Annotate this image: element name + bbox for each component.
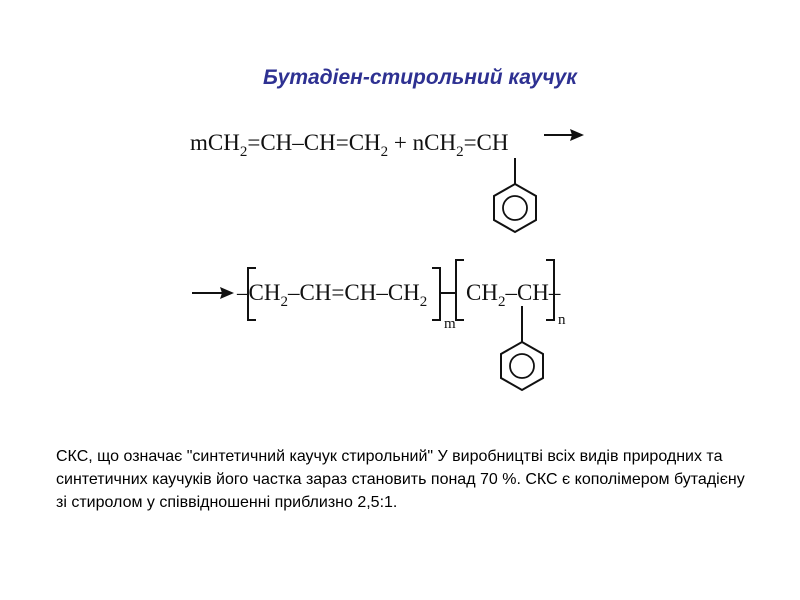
product-equation-m: $-CH_2-CH=CH-CH_2$ xyxy=(237,280,428,310)
slide-description: СКС, що означає "синтетичний каучук стирольний" У виробництві всіх видів природних та синтетичних каучуків його частка зараз становить понад 70 %. СКС є кополімером бутадієну зі стиролом у співвідношенні приблизно 2,5:1. xyxy=(56,448,745,511)
product-equation-n: $CH_2-CH-$ xyxy=(466,280,561,310)
reaction-scheme xyxy=(170,110,600,420)
slide-title: Бутадіен-стирольний каучук xyxy=(263,66,577,89)
reactants-equation: $mCH_2=CH-CH=CH_2 + nCH_2=CH$ xyxy=(190,130,509,160)
benzene-ring-icon xyxy=(494,158,536,232)
reaction-arrow xyxy=(544,129,584,141)
subscript-m: m xyxy=(444,316,456,332)
product-arrow xyxy=(192,287,234,299)
benzene-ring-icon xyxy=(501,306,543,390)
subscript-n: n xyxy=(558,312,566,328)
